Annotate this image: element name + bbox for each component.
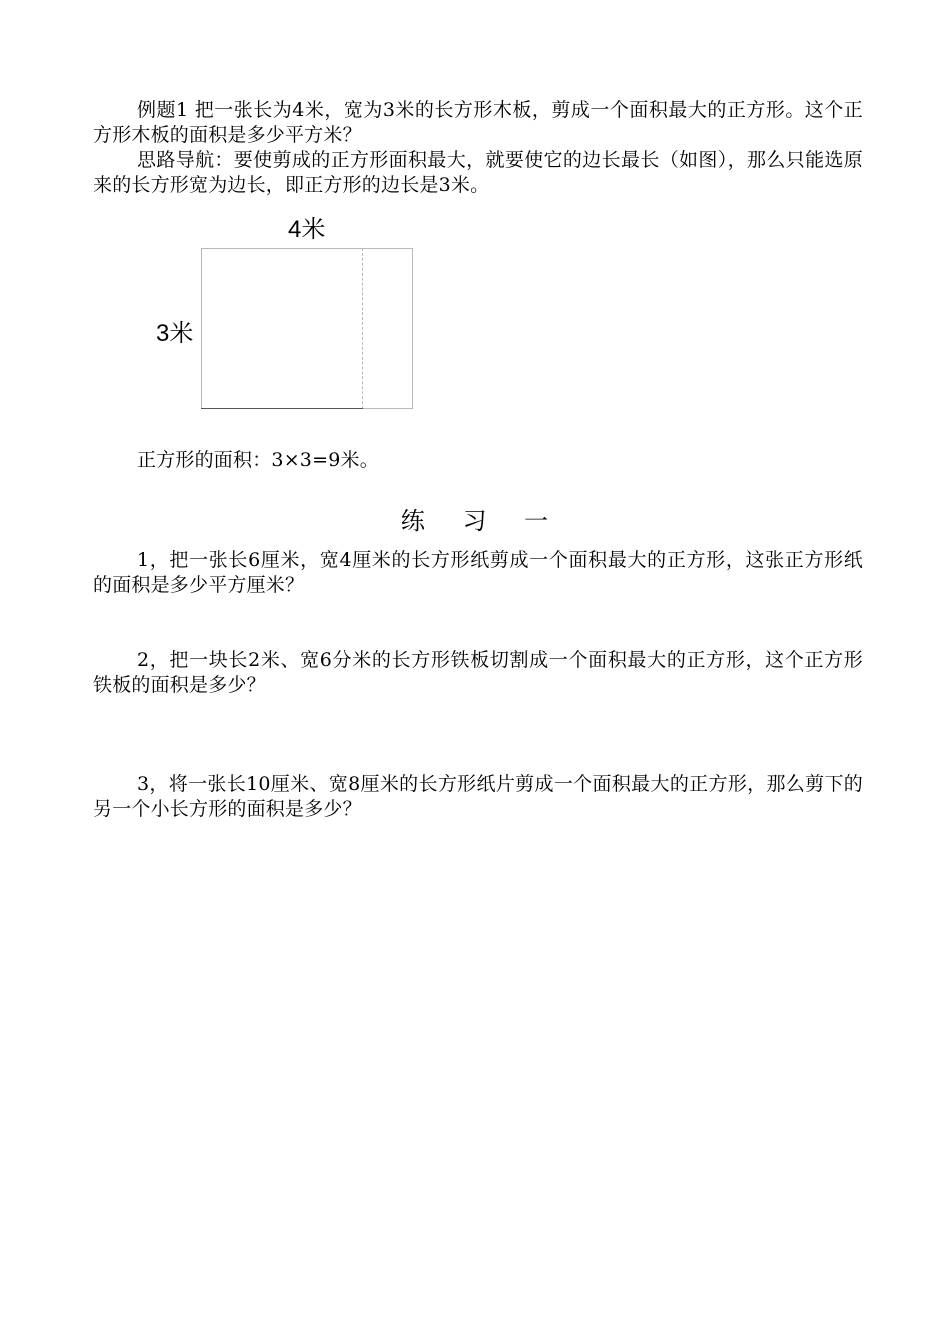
exercise-question-3: 3，将一张长10厘米、宽8厘米的长方形纸片剪成一个面积最大的正方形，那么剪下的另一个小长方形的面积是多少？ xyxy=(93,773,863,820)
cut-line xyxy=(362,248,363,409)
example-answer: 正方形的面积：3×3=9米。 xyxy=(137,449,379,471)
example-hint: 思路导航：要使剪成的正方形面积最大，就要使它的边长最长（如图），那么只能选原来的长方形宽为边长，即正方形的边长是3米。 xyxy=(93,149,863,196)
exercise-question-1: 1，把一张长6厘米，宽4厘米的长方形纸剪成一个面积最大的正方形，这张正方形纸的面积是多少平方厘米？ xyxy=(93,549,863,596)
rectangle-diagram xyxy=(140,210,440,420)
exercise-title: 练 习 一 xyxy=(400,507,550,535)
square-bottom-edge xyxy=(201,408,363,409)
exercise-question-2: 2，把一块长2米、宽6分米的长方形铁板切割成一个面积最大的正方形，这个正方形铁板的面积是多少？ xyxy=(93,649,863,696)
rectangle-outline xyxy=(201,248,413,409)
example-problem: 例题1 把一张长为4米，宽为3米的长方形木板，剪成一个面积最大的正方形。这个正方形木板的面积是多少平方米？ xyxy=(93,99,863,146)
width-label: 3米 xyxy=(156,320,194,347)
length-label: 4米 xyxy=(288,216,326,243)
